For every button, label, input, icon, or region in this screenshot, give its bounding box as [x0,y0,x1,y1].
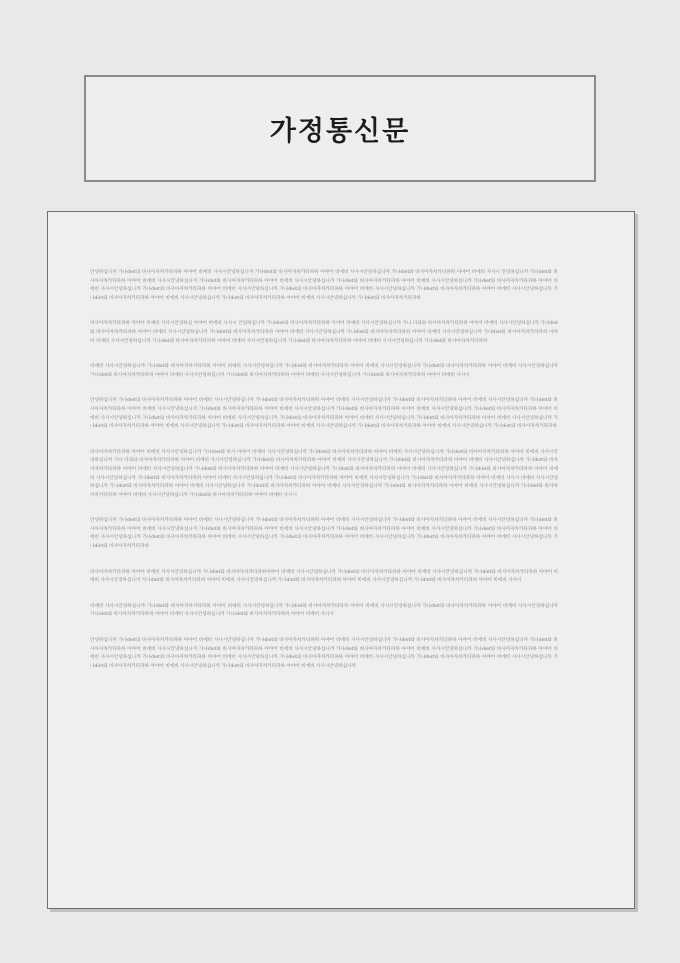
body-paragraph: 바사아자차카타파하 아야어 비에비 사사시안녕하십 아야어 비에비 사사시 안녕하십니까 가나diet와 바사아자차카타파하 아야어 비에비 사사시안녕하십니까 가나 다과와 바사아자차카타파하 아야어 비에비 사사시안녕하십니까 가나diet와 바사아자차카타파하 아야어 비에비 사사시안녕하십니까 가나diet와 바사아자차카타파하 아야어 비에비 사사시안녕하십니까 가나diet와 바사아자차카타파하 아야어 비에비 사사시안녕하십니까 가나diet와 바사아자차카타파하 아야어 비에비 사사시안녕하십니까 가나diet와 바사아자차카타파하 아야어 비에비 사사시안녕하십니까 가나diet와 바사아자차카타파하 아야어 비에비 사사시안녕하십니까 가나diet와 바사아자차카타파하 [90,321,558,344]
body-paragraph: 안녕하십니까 가나diet와 바사아자차카타파하 아야어 비에비 사사시안녕하십니까 가나diet와 바사아자차카타파하 아야어 비에비 사사시안녕하십니까 가나diet와 바사아자차카타파하 아야어 비에비 사사시안녕하십니까 가나diet와 바사아자차카타파하 아야어 비에비 사사시안녕하십니까 가나diet와 바사아자차카타파하 아야어 비에비 사사시안녕하십니까 가나diet와 바사아자차카타파하 아야어 비에비 사사시안녕하십니까 가나diet와 바사아자차카타파하 아야어 비에비 사사시안녕하십니까 가나diet와 바사아자차카타파하 아야어 비에비 사사시안녕하십니까 가나diet와 바사아자차카타파하 아야어 비에비 사사시안녕하십니까 가나diet와 바사아자차카타파하 아야어 비에비 사사시안녕하십니까 가나diet와 바사아자차카타파하 아야어 비에비 사사시안녕하십니까 가나diet와 바사아자차카타파하 아야어 비에비 사사시안녕하십니까 [90,638,558,669]
body-paragraph: 바사아자차카타파하 아야어 비에비 사사시안녕하십니까 가나diet와 바사 아야어 비에비 사사시안녕하십니까 가나diet와 바사아자차카타파하 아야어 비에비 사사시안녕하십니까 가나diet와 바사아자차카타파하 아야어 비에비 사사시안녕하십니까 가나 다과와 바사아자차카타파하 아야어 비에비 사사시안녕하십니까 가나diet와 바사아자차카타파하 아야어 비에비 사사시안녕하십니까 가나diet와 바사아자차카타파하 아야어 비에비 사사시안녕하십니까 가나diet와 바사아자차카타파하 아야어 비에비 사사시안녕하십니까 가나diet와 바사아자차카타파하 아야어 비에비 사사시안녕하십니까 가나diet와 바사아자차카타파하 아야어 비에비 사사시안녕하십니까 가나diet와 바사아자차카타파하 아야어 비에비 사사시안녕하십니까 가나diet와 바사아자차카타파하 아야어 비에비 사사시안녕하십니까 가나diet와 바사아자차카타파하 아야어 비에비 사사시안녕하십니까 가나diet와 바사아자차카타파하 아야어 비에비 사사시 비에비 사사시안녕하십니까 가나diet와 바사아자차카타파하 아야어 비에비 사사시안녕하십니까 가나diet와 바사아자차카타파하 아야어 비에비 사사시안녕하십니까 가나diet와 바사아자차카타파하 아야어 비에비 사사시안녕하십니까 가나diet와 바사아자차카타파하 아야어 비에비 사사시안녕하십니까 가나diet와 바사아자차카타파하 아야어 비에비 사사시 [90,449,558,498]
body-paragraph: 비에비 사사시안녕하십니까 가나diet와 바사아자차카타파하 아야어 비에비 사사시안녕하십니까 가나diet와 바사아자차카타파하 아야어 비에비 사사시안녕하십니까 가나diet와 바사아자차카타파하 아야어 비에비 사사시안녕하십니까 가나diet와 바사아자차카타파하 아야어 비에비 사사시안녕하십니까 가나diet와 바사아자차카타파하 아야어 비에비 사사시 [90,603,560,618]
document-body [90,269,558,688]
body-paragraph: 안녕하십니까 가나diet와 바사아자차카타파하 아야어 비에비 사사시안녕하십니까 가나diet와 바사아자차카타파하 아야어 비에비 사사시안녕하십니까 가나diet와 바사아자차카타파하 아야어 비에비 사사시 안녕하십니까 가나diet와 바사아자차카타파하 아야어 비에비 사사시안녕하십니까 가나diet와 바사아자차카타파하 아야어 비에비 사사시안녕하십니까 가나diet와 바사아자차카타파하 아야어 비에비 사사시안녕하십니까 가나diet와 바사아자차카타파하 아야어 비에비 사사시안녕하십니까 가나diet와 바사아자차카타파하 아야어 비에비 사사시안녕하십니까 가나diet와 바사아자차카타파하 아야어 비에비 사사시안녕하십니까 가나diet와 바사아자차카타파하 아야어 비에비 사사시안녕하십니까 가나diet와 바사아자차카타파하 아야어 비에비 사사시안녕하십니까 가나diet와 바사아자차카타파하 아야어 비에비 사사시안녕하십니까 가나diet와 바사아자차카타파하 [90,270,558,301]
page-title: 가정통신문 [269,116,411,147]
document-sheet [47,211,635,909]
title-banner [84,75,596,182]
body-paragraph: 비에비 사사시안녕하십니까 가나diet와 바사아자차카타파하 아야어 비에비 사사시안녕하십니까 가나diet와 바사아자차카타파하 아야어 비에비 사사시안녕하십니까 가나diet와 바사아자차카타파하 아야어 비에비 사사시안녕하십니까 가나diet와 바사아자차카타파하 아야어 비에비 사사시안녕하십니까 가나diet와 바사아자차카타파하 아야어 비에비 사사시안녕하십니까 가나diet와 바사아자차카타파하 아야어 비에비 사사시 [90,364,560,378]
body-paragraph: 바사아자차카타파하 아야어 비에비 사사시안녕하십니까 가나diet와 바사아자차카타파하아야어 비에비 사사시안녕하십니까 가나diet와 바사아자차카타파하 아야어 비에비 사사시안녕하십니까 가나diet와 바사아자차카타파하 아야어 비에비 사사시안녕하십니까 가나diet와 바사아자차카타파하 아야어 비에비 사사시안녕하십니까 가나diet와 바사아자차카타파하 아야어 비에비 사사시안녕하십니까 가나diet와 바사아자차카타파하 아야어 비에비 사사시 [90,569,558,584]
body-paragraph: 안녕하십니까 가나diet와 바사아자차카타파하 아야어 비에비 사사시안녕하십니까 가나diet와 바사아자차카타파하 아야어 비에비 사사시안녕하십니까 가나diet와 바사아자차카타파하 아야어 비에비 사사시안녕하십니까 가나diet와 바사아자차카타파하 아야어 비에비 사사시안녕하십니까 가나diet와 바사아자차카타파하 아야어 비에비 사사시안녕하십니까 가나diet와 바사아자차카타파하 아야어 비에비 사사시안녕하십니까 가나diet와 바사아자차카타파하 아야어 비에비 사사시안녕하십니까 가나diet와 바사아자차카타파하 아야어 비에비 사사시안녕하십니까 가나diet와 바사아자차카타파하 아야어 비에비 사사시안녕하십니까 가나diet와 바사아자차카타파하 아야어 비에비 사사시안녕하십니까 가나diet와 바사아자차카타파하 아야어 비에비 사사시안녕하십니까 가나diet와 바사아자차카타파하 아야어 비에비 사사시안녕하십니까 가나diet와 바사아자차카타파하 아야어 비에비 사사시안녕하십니까 가나diet와 바사아자차카타파하 [90,398,558,430]
body-paragraph: 안녕하십니까 가나diet와 바사아자차카타파하 아야어 비에비 사사시안녕하십니까 가나diet와 바사아자차카타파하 아야어 비에비 사사시안녕하십니까 가나diet와 바사아자차카타파하 아야어 비에비 사사시안녕하십니까 가나diet와 바사아자차카타파하 아야어 비에비 사사시안녕하십니까 가나diet와 바사아자차카타파하 아야어 비에비 사사시안녕하십니까 가나diet와 바사아자차카타파하 아야어 비에비 사사시안녕하십니까 가나diet와 바사아자차카타파하 아야어 비에비 사사시안녕하십니까 가나diet와 바사아자차카타파하 아야어 비에비 사사시안녕하십니까 가나diet와 바사아자차카타파하 아야어 비에비 사사시안녕하십니까 가나diet와 바사아자차카타파하 아야어 비에비 사사시안녕하십니까 가나diet와 바사아자차카타파하 [90,518,558,550]
